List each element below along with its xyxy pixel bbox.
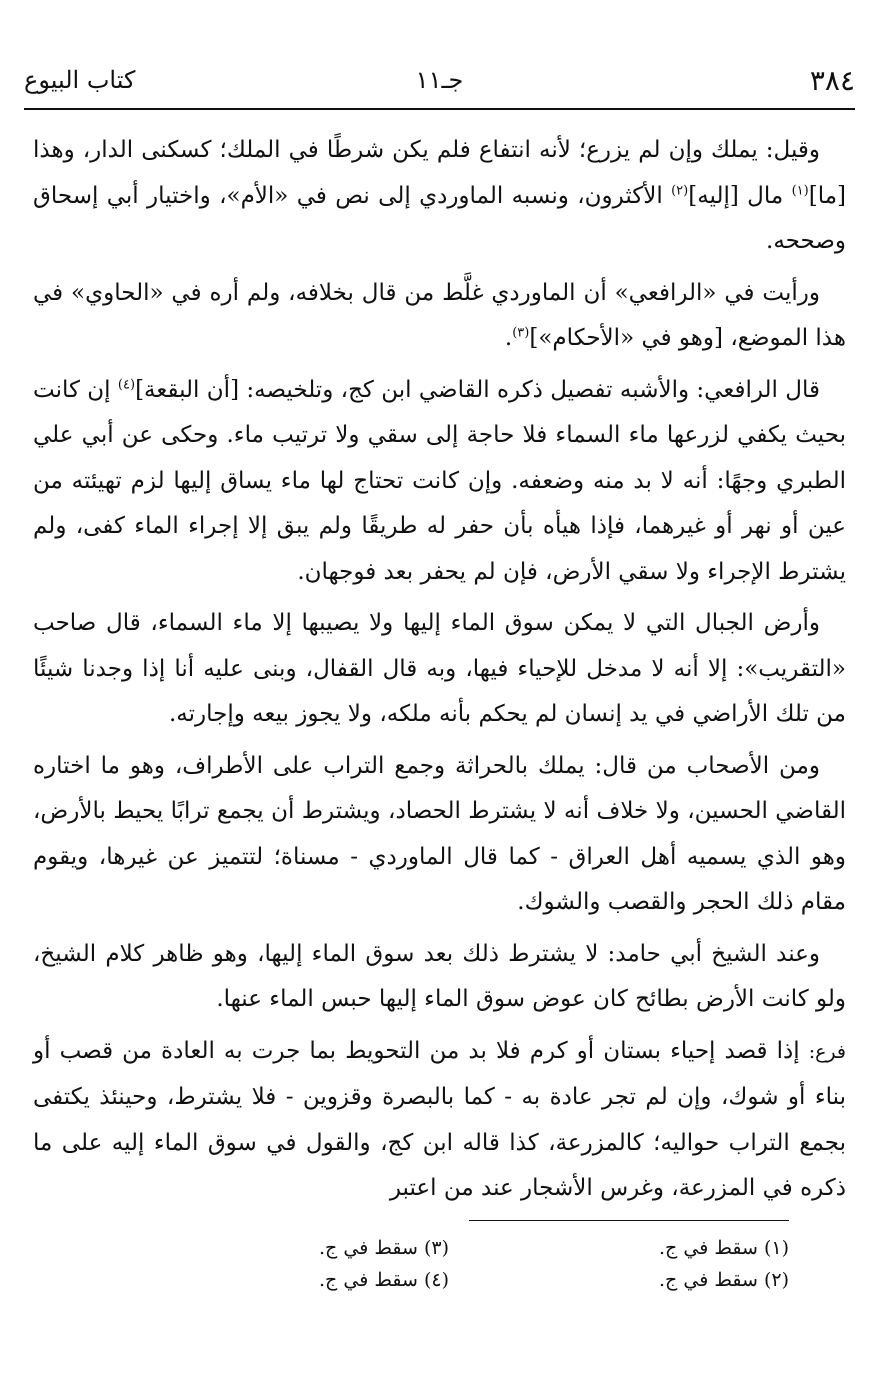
volume-number: جـ١١ xyxy=(415,66,464,94)
paragraph-3 xyxy=(33,368,846,596)
footnote-3 xyxy=(189,1232,449,1264)
footnote-number: (٣) xyxy=(423,1237,449,1259)
book-section-title: كتاب البيوع xyxy=(24,66,136,94)
paragraph-7-text: إذا قصد إحياء بستان أو كرم فلا بد من التحويط بما جرت به العادة من قصب أو بناء أو شوك، وإن لم تجر عادة به - كما بالبصرة وقزوين - فلا يشترط، وحينئذ يكتفى بجمع التراب حواليه؛ كالمزرعة، كذا قاله ابن كج، والقول في سوق الماء إليه على ما ذكره في المزرعة، وغرس الأشجار عند من اعتبر xyxy=(33,1037,846,1201)
footnote-4 xyxy=(189,1264,449,1296)
footnote-text: سقط في ج. xyxy=(659,1269,758,1291)
paragraph-4 xyxy=(33,601,846,738)
footnote-1 xyxy=(529,1232,789,1264)
footnote-ref-3: (٣) xyxy=(512,325,530,341)
paragraph-1-text-3: الأكثرون، ونسبه الماوردي إلى نص في «الأم»، واختيار أبي إسحاق وصححه. xyxy=(33,182,846,254)
footnote-ref-2: (٢) xyxy=(671,182,689,198)
footnote-text: سقط في ج. xyxy=(319,1269,418,1291)
paragraph-6 xyxy=(33,932,846,1023)
paragraph-7 xyxy=(33,1029,846,1212)
footnotes-column-left xyxy=(189,1232,449,1296)
footnote-number: (٢) xyxy=(763,1269,789,1291)
branch-label: فرع: xyxy=(808,1040,846,1063)
footnote-text: سقط في ج. xyxy=(319,1237,418,1259)
footnotes-column-right xyxy=(529,1232,789,1296)
paragraph-5 xyxy=(33,744,846,926)
footnote-ref-4: (٤) xyxy=(117,376,136,392)
paragraph-2-text: ورأيت في «الرافعي» أن الماوردي غلَّط من قال بخلافه، ولم أره في «الحاوي» في هذا الموضع، [وهو في «الأحكام»] xyxy=(33,279,846,351)
paragraph-4-text: وأرض الجبال التي لا يمكن سوق الماء إليها ولا يصيبها إلا ماء السماء، قال صاحب «التقريب»: إلا أنه لا مدخل للإحياء فيها، وبه قال القفال، وبنى عليه أنا إذا وجدنا شيئًا من تلك الأراضي في يد إنسان لم يحكم بأنه ملكه، ولا يجوز بيعه وإجارته. xyxy=(33,610,846,727)
paragraph-1 xyxy=(33,128,846,265)
paragraph-2 xyxy=(33,271,846,362)
paragraph-3-text: قال الرافعي: والأشبه تفصيل ذكره القاضي ابن كج، وتلخيصه: [أن البقعة] xyxy=(135,376,820,403)
paragraph-1-text-2: مال [إليه] xyxy=(688,182,792,209)
footnote-2 xyxy=(529,1264,789,1296)
footnote-number: (١) xyxy=(763,1237,789,1259)
main-text xyxy=(33,128,846,1218)
paragraph-5-text: ومن الأصحاب من قال: يملك بالحراثة وجمع التراب على الأطراف، وهو ما اختاره القاضي الحسين، ولا خلاف أنه لا يشترط الحصاد، ويشترط أن يجمع ترابًا يحيط بالأرض، وهو الذي يسميه أهل العراق - كما قال الماوردي - مسناة؛ لتتميز عن غيرها، ويقوم مقام ذلك الحجر والقصب والشوك. xyxy=(33,752,846,915)
footnote-ref-1: (١) xyxy=(791,182,809,198)
footnote-text: سقط في ج. xyxy=(659,1237,758,1259)
paragraph-1-text: وقيل: يملك وإن لم يزرع؛ لأنه انتفاع فلم يكن شرطًا في الملك؛ كسكنى الدار، وهذا [ما] xyxy=(33,137,846,209)
page-number: ٣٨٤ xyxy=(809,64,855,97)
header-divider xyxy=(24,108,855,110)
paragraph-3-text-2: إن كانت بحيث يكفي لزرعها ماء السماء فلا حاجة إلى سقي ولا ترتيب ماء. وحكى عن أبي علي الطبري وجهًا: أنه لا بد منه وضعفه. وإن كانت تحتاج لها ماء يساق إليها لزم تهيئته من عين أو نهر أو غيرهما، فإذا هيأه بأن حفر له طريقًا ولم يبق إلا إجراء الماء كفى، ولم يشترط الإجراء ولا سقي الأرض، فإن لم يحفر بعد فوجهان. xyxy=(33,376,846,585)
running-header xyxy=(24,56,855,108)
paragraph-6-text: وعند الشيخ أبي حامد: لا يشترط ذلك بعد سوق الماء إليها، وهو ظاهر كلام الشيخ، ولو كانت الأرض بطائح كان عوض سوق الماء إليها حبس الماء عنها. xyxy=(33,940,846,1012)
footnote-divider xyxy=(469,1220,789,1221)
paragraph-2-text-2: . xyxy=(504,325,513,351)
footnote-number: (٤) xyxy=(423,1269,449,1291)
